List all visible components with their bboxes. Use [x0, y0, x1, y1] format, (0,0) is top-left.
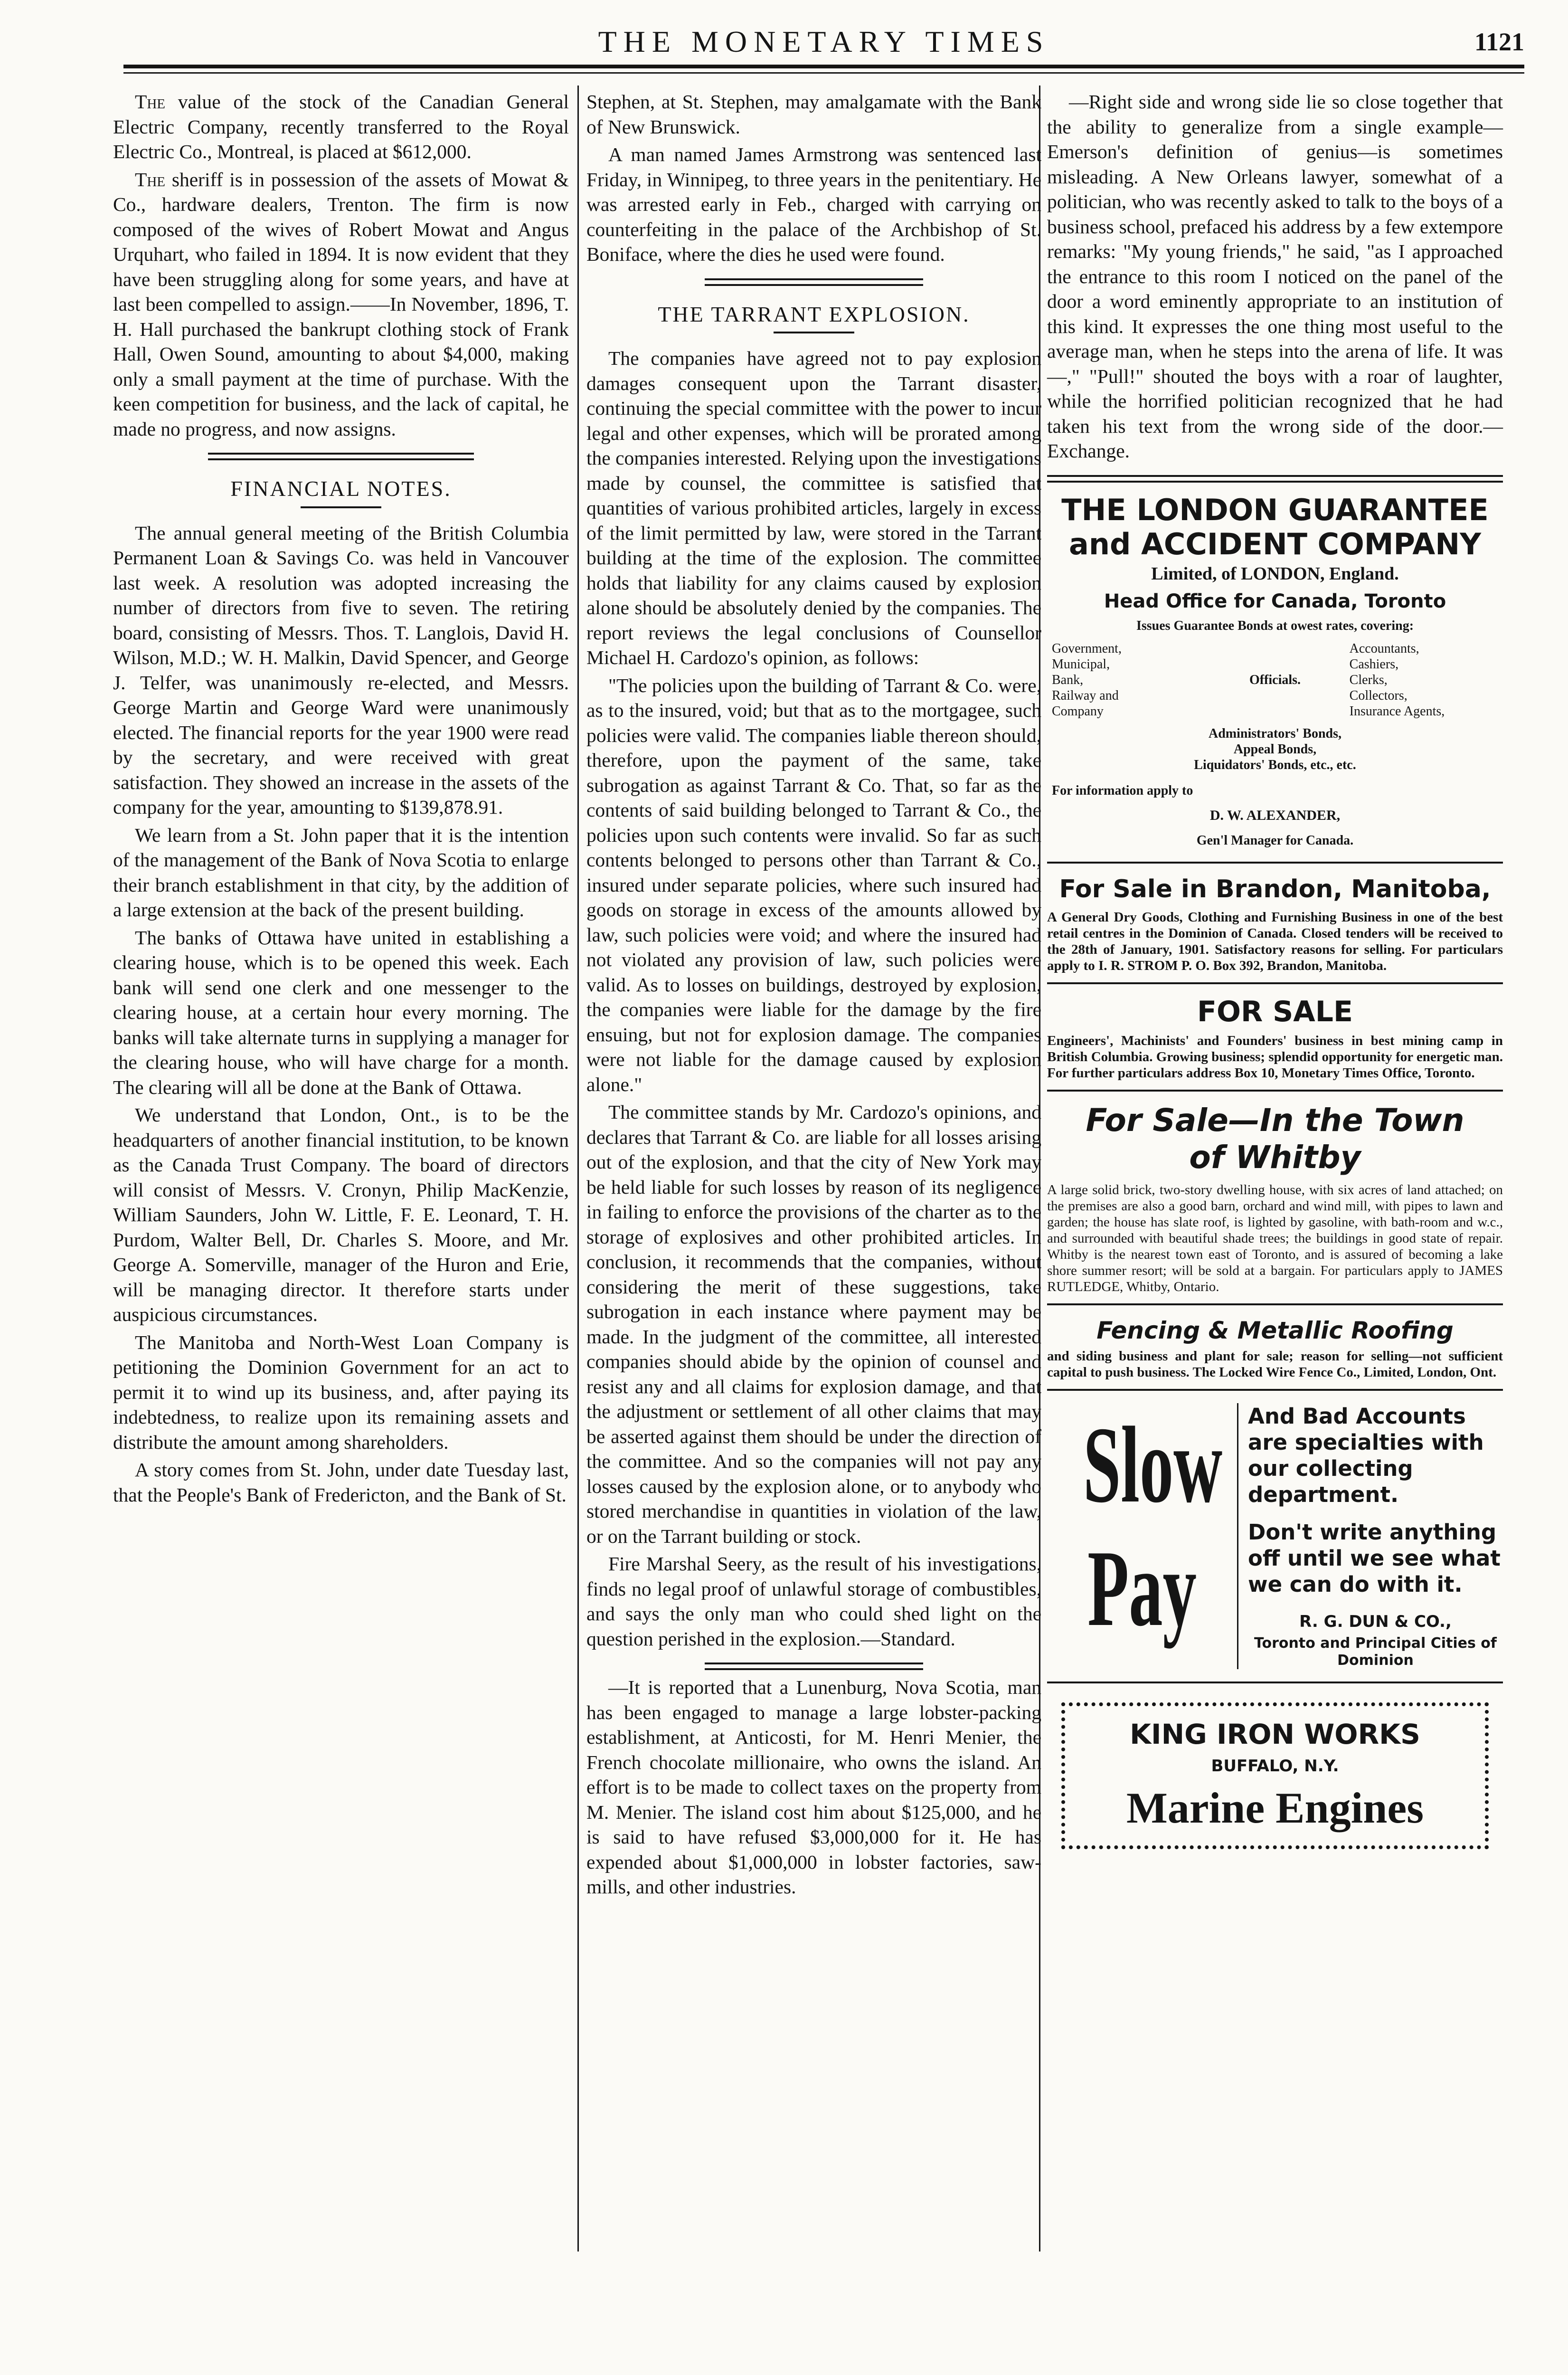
ad-coverage-list: [1052, 641, 1498, 719]
bond-item: Liquidators' Bonds, etc., etc.: [1194, 757, 1356, 772]
masthead: THE MONETARY TIMES: [598, 25, 1050, 58]
ad-company: R. G. DUN & CO.,: [1299, 1612, 1452, 1631]
paragraph-text: sheriff is in possession of the assets of Mowat & Co., hardware dealers, Trenton. The firm is now composed of the wives of Robert Mowat and Angus Urquhart, who failed in 1894. It is now evident that they have been struggling along for some years, and have at last been compelled to assign.——In November, 1896, T. H. Hall purchased the bankrupt clothing stock of Frank Hall, Owen Sound, amounting to about $4,000, making only a small payment at the time of purchase. With the keen competition for business, and the lack of capital, he made no progress, and now assigns.: [113, 168, 569, 440]
column-left: [113, 89, 569, 1510]
ad-office: Head Office for Canada, Toronto: [1104, 590, 1446, 612]
ad-brandon: [1047, 864, 1503, 984]
paragraph-text: value of the stock of the Canadian General Electric Company, recently transferred to the Royal Electric Co., Montreal, is placed at $612,000.: [113, 91, 569, 162]
section-heading: THE TARRANT EXPLOSION.: [658, 302, 970, 326]
coverage-item: Insurance Agents,: [1349, 703, 1445, 719]
page-header: [123, 23, 1524, 61]
slow-word: Slow: [1083, 1404, 1223, 1525]
coverage-item: Clerks,: [1349, 672, 1388, 687]
ad-slow-pay: [1047, 1403, 1238, 1669]
article-paragraph: A story comes from St. John, under date Tuesday last, that the People's Bank of Fredericton, and the Bank of St.: [113, 1459, 569, 1506]
coverage-item: Collectors,: [1349, 688, 1407, 703]
heading-rule: [301, 506, 381, 508]
section-heading: FINANCIAL NOTES.: [230, 476, 452, 501]
coverage-item: Government,: [1052, 641, 1122, 656]
ad-product: Marine Engines: [1126, 1783, 1424, 1832]
ad-dun: [1047, 1391, 1503, 1683]
column-right: [1047, 89, 1503, 1849]
coverage-left: [1052, 641, 1200, 719]
coverage-item: Railway and: [1052, 688, 1119, 703]
ad-king-iron-works: [1061, 1702, 1489, 1849]
article-paragraph: The annual general meeting of the British Columbia Permanent Loan & Savings Co. was held in Vancouver last week. A resolution was adopted increasing the number of directors from five to seven. The retiring board, consisting of Messrs. Thos. T. Langlois, David H. Wilson, M.D.; W. H. Malkin, David Spencer, and George J. Telfer, was unanimously re-elected, and Messrs. George Martin and George Ward were unanimously elected. The financial reports for the year 1900 were read by the secretary, and were received with great satisfaction. They showed an increase in the assets of the company for the year, amounting to $139,878.91.: [113, 522, 569, 818]
header-rule-thick: [123, 65, 1524, 68]
lead-word: The: [135, 168, 166, 190]
column-middle: [586, 89, 1041, 1902]
column-divider-1: [577, 86, 579, 2252]
article-paragraph: The Manitoba and North-West Loan Company is petitioning the Dominion Government for an act to permit it to wind up its business, and, after paying its indebtedness, to realize upon its remaining assets and distribute the amount among shareholders.: [113, 1331, 569, 1453]
pay-word: Pay: [1087, 1528, 1197, 1649]
article-paragraph: [113, 89, 569, 164]
bond-item: Administrators' Bonds,: [1208, 726, 1342, 741]
section-rule: [705, 278, 923, 286]
ad-line: And Bad Accounts are specialties with our collecting department.: [1248, 1404, 1484, 1507]
coverage-right: [1350, 641, 1498, 719]
ad-body: A large solid brick, two-story dwelling house, with six acres of land attached; on the premises are also a good barn, orchard and wind mill, with pipes to lawn and garden; the house has slate roof, is lighted by gasoline, with bath-room and w.c., and surrounded with beautiful shade trees; the buildings in good state of repair. Whitby is the nearest town east of Toronto, and is assured of becoming a lake shore summer resort; will be sold at a bargain. For particulars apply to JAMES RUTLEDGE, Whitby, Ontario.: [1047, 1182, 1503, 1294]
ad-where: Toronto and Principal Cities of Dominion: [1254, 1635, 1497, 1669]
ad-bonds: [1047, 726, 1503, 773]
header-rule-thin: [123, 72, 1524, 74]
ad-city: BUFFALO, N.Y.: [1211, 1757, 1339, 1776]
article-paragraph: We understand that London, Ont., is to be the headquarters of another financial institution, to be known as the Canada Trust Company. The board of directors will consist of Messrs. V. Cronyn, Philip MacKenzie, William Saunders, John W. Little, F. E. Leonard, T. H. Purdom, Walter Bell, Dr. Charles S. Moore, and Mr. George A. Somerville, manager of the Huron and Erie, will be managing director. It therefore starts under auspicious circumstances.: [113, 1104, 569, 1325]
section-rule: [1047, 475, 1503, 483]
article-paragraph: Fire Marshal Seery, as the result of his investigations, finds no legal proof of unlawful storage of combustibles, and says the only man who could shed light on the question perished in the explosion.—Standard.: [586, 1553, 1041, 1650]
ad-title: For Sale—In the Town: [1086, 1102, 1464, 1139]
ad-issues: Issues Guarantee Bonds at owest rates, covering:: [1136, 618, 1414, 633]
ad-title: Fencing & Metallic Roofing: [1096, 1317, 1454, 1344]
coverage-item: Company: [1052, 703, 1104, 719]
ad-contact: D. W. ALEXANDER,: [1209, 808, 1341, 823]
coverage-middle: Officials.: [1249, 672, 1301, 687]
article-paragraph: The banks of Ottawa have united in establishing a clearing house, which is to be opened this week. Each bank will send one clerk and one messenger to the clearing house, at a certain hour every morning. The banks will take alternate turns in supplying a manager for the clearing house, who will have charge for a month. The clearing will all be done at the Bank of Ottawa.: [113, 926, 569, 1098]
coverage-item: Bank,: [1052, 672, 1084, 687]
article-paragraph: —It is reported that a Lunenburg, Nova Scotia, man has been engaged to manage a large lobster-packing establishment, at Anticosti, for M. Henri Menier, the French chocolate millionaire, who owns the island. An effort is to be made to collect taxes on the property from M. Menier. The island cost him about $125,000, and he is said to have refused $3,000,000 for it. He has expended about $1,000,000 in lobster factories, saw-mills, and other industries.: [586, 1676, 1041, 1898]
ad-whitby: [1047, 1092, 1503, 1305]
article-paragraph: —Right side and wrong side lie so close together that the ability to generalize from a single example—Emerson's definition of genius—is sometimes misleading. A New Orleans lawyer, somewhat of a politician, who was recently asked to talk to the boys of a business school, prefaced his address by a few extempore remarks: "My young friends," he said, "as I approached the entrance to this room I noticed on the panel of the door a word eminently appropriate to an institution of this kind. It expresses the one thing most useful to the average man, when he steps into the arena of life. It was—," "Pull!" shouted the boys with a roar of laughter, while the horrified politician recognized that he had taken his text from the wrong side of the door.—Exchange.: [1047, 91, 1503, 462]
ad-contact-title: Gen'l Manager for Canada.: [1196, 833, 1354, 848]
coverage-item: Municipal,: [1052, 656, 1110, 672]
ad-dun-text: [1238, 1403, 1503, 1669]
article-paragraph: "The policies upon the building of Tarrant & Co. were, as to the insured, void; but that as to the mortgagee, such policies were valid. The companies liable thereon should, therefore, upon the payment of the same, take subrogation as against Tarrant & Co. That, so far as the contents of said building belonged to Tarrant & Co., the policies upon such contents were invalid. So far as such contents belonged to persons other than Tarrant & Co., insured under separate policies, where such insured had goods on storage in excess of the amounts allowed by law, such policies were void; and where the insured had not violated any provision of law, such policies were valid. As to losses on buildings, destroyed by explosion, the companies were liable for the damage by the fire ensuing, but not for explosion damage. The companies were not liable for the damage caused by explosion alone.": [586, 674, 1041, 1095]
ad-title: THE LONDON GUARANTEE: [1061, 492, 1489, 527]
article-paragraph: The committee stands by Mr. Cardozo's opinions, and declares that Tarrant & Co. are liable for all losses arising out of the explosion, and that the city of New York may be held liable for such losses by reason of its negligence in failing to enforce the provisions of the charter as to the storage of explosives and other prohibited articles. In conclusion, it recommends that the companies, without considering the merit of these suggestions, take subrogation in each instance where payment may be made. In the judgment of the committee, all interested companies should abide by the opinion of counsel and resist any and all claims for explosion damage, and that the adjustment or settlement of all other claims that may be asserted against them should be under the direction of the committee. And so the companies will not pay any losses caused by the explosion alone, or to anybody who stored merchandise in quantities in violation of the law, or on the Tarrant building or stock.: [586, 1101, 1041, 1547]
ad-body: Engineers', Machinists' and Founders' business in best mining camp in British Columbia. Growing business; splendid opportunity for energetic man. For further particulars address Box 10, Monetary Times Office, Toronto.: [1047, 1033, 1503, 1081]
section-rule: [208, 453, 474, 460]
article-paragraph: Stephen, at St. Stephen, may amalgamate with the Bank of New Brunswick.: [586, 91, 1041, 138]
ad-title: FOR SALE: [1197, 995, 1353, 1028]
article-paragraph: A man named James Armstrong was sentenced last Friday, in Winnipeg, to three years in the penitentiary. He was arrested early in Feb., charged with carrying on counterfeiting in the palace of the Archbishop of St. Boniface, where the dies he used were found.: [586, 143, 1041, 265]
ad-london-guarantee: [1047, 483, 1503, 864]
ad-body: and siding business and plant for sale; reason for selling—not sufficient capital to push business. The Locked Wire Fence Co., Limited, London, Ont.: [1047, 1349, 1503, 1380]
heading-rule: [774, 332, 854, 333]
ad-title: of Whitby: [1189, 1139, 1361, 1176]
ad-subtitle: Limited, of LONDON, England.: [1151, 563, 1399, 584]
ad-title: and ACCIDENT COMPANY: [1069, 526, 1481, 561]
ad-body: A General Dry Goods, Clothing and Furnishing Business in one of the best retail centres in the Dominion of Canada. Closed tenders will be received to the 28th of January, 1901. Satisfactory reasons for selling. For particulars apply to I. R. STROM P. O. Box 392, Brandon, Manitoba.: [1047, 910, 1503, 973]
article-paragraph: The companies have agreed not to pay explosion damages consequent upon the Tarrant disaster, continuing the special committee with the power to incur legal and other expenses, which will be prorated among the companies interested. Relying upon the investigations made by counsel, the committee is satisfied that quantities of various prohibited articles, largely in excess of the limit permitted by law, were stored in the Tarrant building at the time of the explosion. The committee holds that liability for any claims caused by explosion alone should be absolutely denied by the companies. The report reviews the legal conclusions of Counsellor Michael H. Cardozo's opinion, as follows:: [586, 347, 1041, 668]
ad-fencing: [1047, 1305, 1503, 1391]
ad-line: Don't write anything off until we see what we can do with it.: [1248, 1520, 1501, 1597]
article-paragraph: [113, 167, 569, 442]
ad-info: For information apply to: [1052, 783, 1193, 798]
ad-title: For Sale in Brandon, Manitoba,: [1059, 875, 1491, 903]
ad-for-sale: [1047, 984, 1503, 1092]
lead-word: The: [135, 91, 166, 113]
section-rule: [705, 1662, 923, 1670]
coverage-item: Cashiers,: [1349, 656, 1399, 672]
ad-title: KING IRON WORKS: [1130, 1718, 1420, 1750]
bond-item: Appeal Bonds,: [1233, 741, 1317, 757]
page-number: 1121: [1474, 28, 1524, 56]
article-paragraph: We learn from a St. John paper that it is the intention of the management of the Bank of Nova Scotia to enlarge their branch establishment in that city, by the addition of a large extension at the back of the present building.: [113, 824, 569, 921]
coverage-item: Accountants,: [1349, 641, 1419, 656]
